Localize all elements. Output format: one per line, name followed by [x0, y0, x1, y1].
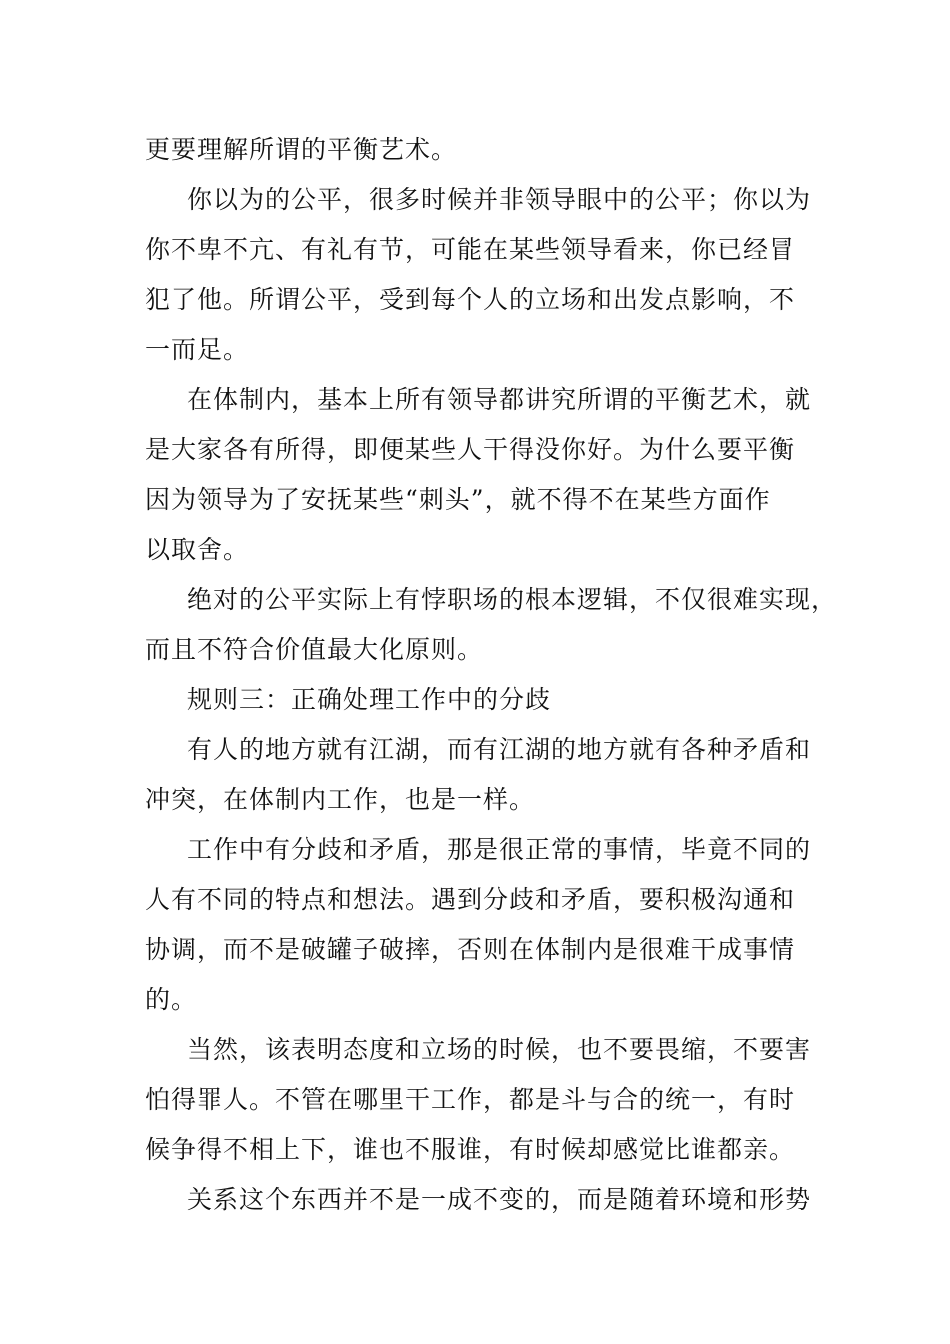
text-line: 有人的地方就有江湖，而有江湖的地方就有各种矛盾和 [187, 735, 812, 764]
text-line: 你以为的公平，很多时候并非领导眼中的公平；你以为 [187, 185, 812, 214]
text-line: 当然，该表明态度和立场的时候，也不要畏缩，不要害 [187, 1035, 812, 1064]
text-line: 更要理解所谓的平衡艺术。 [145, 135, 458, 164]
text-line: 犯了他。所谓公平，受到每个人的立场和出发点影响，不 [145, 285, 796, 314]
text-line: 绝对的公平实际上有悖职场的根本逻辑，不仅很难实现， [187, 585, 838, 614]
text-line: 人有不同的特点和想法。遇到分歧和矛盾，要积极沟通和 [145, 885, 796, 914]
text-line: 候争得不相上下，谁也不服谁，有时候却感觉比谁都亲。 [145, 1135, 796, 1164]
text-line: 因为领导为了安抚某些“刺头”，就不得不在某些方面作 [145, 485, 771, 514]
text-line: 以取舍。 [145, 535, 250, 564]
text-line: 的。 [145, 985, 198, 1014]
text-line: 怕得罪人。不管在哪里干工作，都是斗与合的统一，有时 [145, 1085, 796, 1114]
text-line: 是大家各有所得，即便某些人干得没你好。为什么要平衡 [145, 435, 796, 464]
text-line: 冲突，在体制内工作，也是一样。 [145, 785, 536, 814]
text-line: 在体制内，基本上所有领导都讲究所谓的平衡艺术，就 [187, 385, 812, 414]
text-line: 协调，而不是破罐子破摔，否则在体制内是很难干成事情 [145, 935, 796, 964]
section-heading: 规则三：正确处理工作中的分歧 [187, 685, 552, 714]
text-line: 一而足。 [145, 335, 250, 364]
text-line: 你不卑不亢、有礼有节，可能在某些领导看来，你已经冒 [145, 235, 796, 264]
text-line: 工作中有分歧和矛盾，那是很正常的事情，毕竟不同的 [187, 835, 812, 864]
text-line: 关系这个东西并不是一成不变的，而是随着环境和形势 [187, 1185, 812, 1214]
text-line: 而且不符合价值最大化原则。 [145, 635, 484, 664]
